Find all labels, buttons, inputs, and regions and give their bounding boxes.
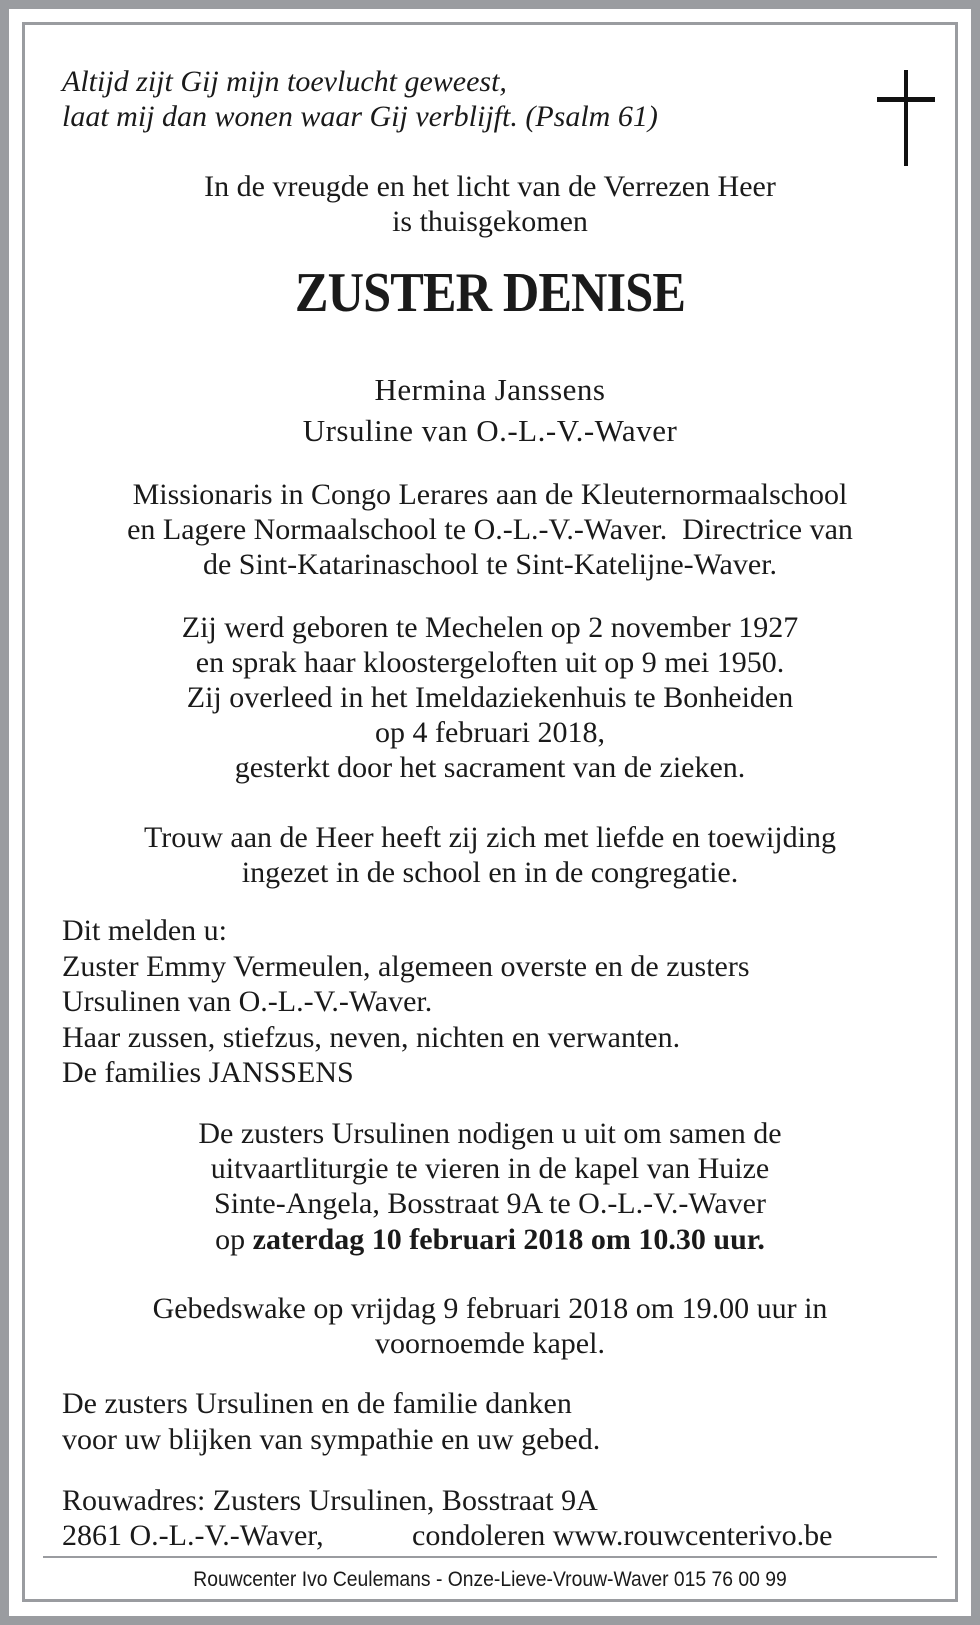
vigil-line: voornoemde kapel. <box>375 1327 605 1360</box>
condolence-link[interactable]: condoleren www.rouwcenterivo.be <box>412 1519 833 1552</box>
career-line: de Sint-Katarinaschool te Sint-Katelijne-Waver. <box>202 548 778 581</box>
congregation: Ursuline van O.-L.-V.-Waver <box>302 413 678 448</box>
deceased-name: ZUSTER DENISE <box>294 262 686 324</box>
funeral-date <box>25 1222 955 1258</box>
life-line: Zij werd geboren te Mechelen op 2 november 1927 <box>181 611 799 644</box>
intro-line: In de vreugde en het licht van de Verrezen Heer <box>204 170 776 203</box>
life-line: op 4 februari 2018, <box>375 716 605 749</box>
life-line: Zij overleed in het Imeldaziekenhuis te Bonheiden <box>186 681 794 714</box>
civil-name: Hermina Janssens <box>374 372 606 407</box>
career-line: Missionaris in Congo Lerares aan de Kleuternormaalschool <box>132 478 848 511</box>
life-line: gesterkt door het sacrament van de zieken. <box>234 751 746 784</box>
announcer-line: De families JANSSENS <box>62 1056 354 1089</box>
address-line: Rouwadres: Zusters Ursulinen, Bosstraat 9A <box>62 1484 598 1517</box>
funeral-line: uitvaartliturgie te vieren in de kapel van Huize <box>210 1152 770 1185</box>
obituary-card <box>9 9 971 1616</box>
announcer-line: Ursulinen van O.-L.-V.-Waver. <box>62 985 433 1018</box>
career-line: en Lagere Normaalschool te O.-L.-V.-Waver. Directrice van <box>127 513 853 546</box>
cross-icon <box>877 70 937 166</box>
life-line: en sprak haar kloostergeloften uit op 9 mei 1950. <box>195 646 785 679</box>
tribute-line: ingezet in de school en in de congregatie. <box>241 856 739 889</box>
tribute-line: Trouw aan de Heer heeft zij zich met liefde en toewijding <box>144 821 836 854</box>
funeral-home-footer: Rouwcenter Ivo Ceulemans - Onze-Lieve-Vrouw-Waver 015 76 00 99 <box>193 1568 787 1591</box>
thanks-line: voor uw blijken van sympathie en uw gebed. <box>62 1423 601 1456</box>
verse-line: Altijd zijt Gij mijn toevlucht geweest, <box>62 65 507 98</box>
verse-line: laat mij dan wonen waar Gij verblijft. (Psalm 61) <box>62 100 658 133</box>
announcer-line: Haar zussen, stiefzus, neven, nichten en verwanten. <box>62 1021 681 1054</box>
funeral-line: De zusters Ursulinen nodigen u uit om samen de <box>198 1117 782 1150</box>
obituary-frame <box>22 22 958 1602</box>
funeral-date-prefix: op <box>215 1223 253 1256</box>
funeral-line: Sinte-Angela, Bosstraat 9A te O.-L.-V.-Waver <box>214 1187 766 1220</box>
funeral-date-bold: zaterdag 10 februari 2018 om 10.30 uur. <box>252 1223 765 1256</box>
footer-divider <box>43 1556 937 1558</box>
thanks-line: De zusters Ursulinen en de familie danken <box>62 1387 572 1420</box>
address-line: 2861 O.-L.-V.-Waver, <box>62 1519 324 1552</box>
announcer-line: Zuster Emmy Vermeulen, algemeen overste en de zusters <box>62 950 750 983</box>
intro-line: is thuisgekomen <box>392 205 588 238</box>
announcer-line: Dit melden u: <box>62 914 227 947</box>
vigil-line: Gebedswake op vrijdag 9 februari 2018 om 19.00 uur in <box>152 1292 828 1325</box>
